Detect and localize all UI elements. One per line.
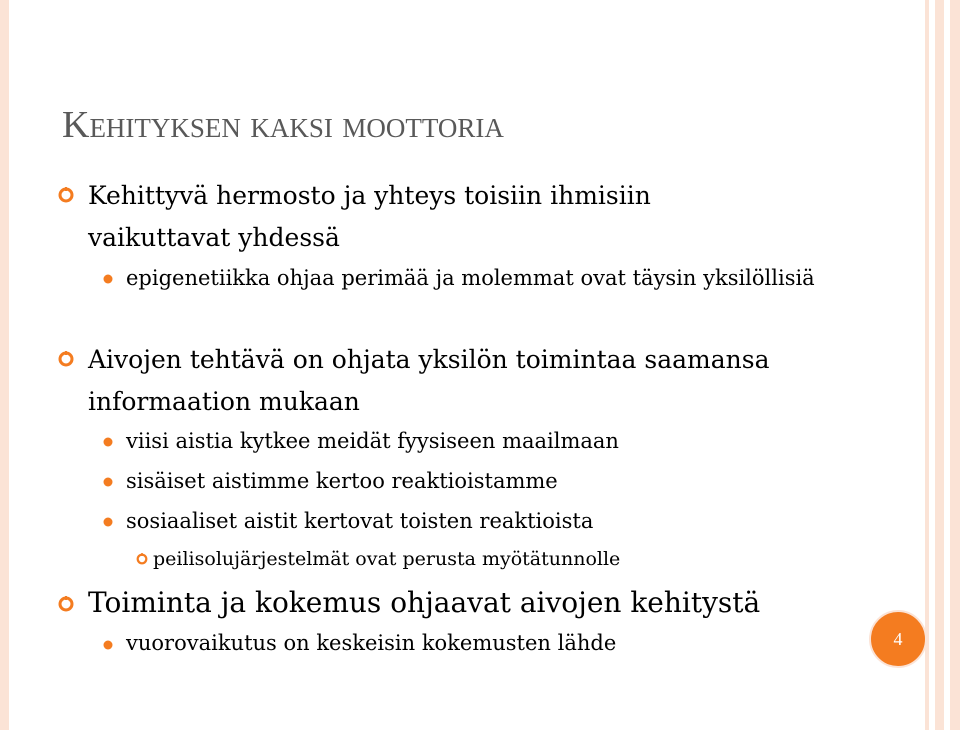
list-item (88, 582, 760, 624)
list-item-text: viisi aistia kytkee meidät fyysiseen maailmaan (126, 429, 619, 453)
list-item (126, 503, 593, 540)
slide-title: Kehityksen kaksi moottoria (62, 104, 504, 146)
orange-dot-icon (103, 274, 113, 284)
list-item (88, 339, 788, 423)
list-item-text: sosiaaliset aistit kertovat toisten reaktioista (126, 509, 594, 533)
orange-ring-icon (136, 553, 148, 565)
orange-dot-icon (103, 437, 113, 447)
list-item-text: Toiminta ja kokemus ohjaavat aivojen kehitystä (88, 586, 761, 619)
list-item (126, 260, 846, 297)
page-number-badge (869, 610, 927, 668)
orange-ring-icon (58, 596, 74, 612)
list-item (126, 463, 558, 500)
page-number: 4 (893, 628, 903, 649)
orange-ring-icon (58, 187, 74, 203)
orange-ring-icon (58, 351, 74, 367)
orange-dot-icon (103, 517, 113, 527)
list-item (88, 175, 788, 259)
list-item-text: sisäiset aistimme kertoo reaktioistamme (126, 469, 558, 493)
list-item-text: Kehittyvä hermosto ja yhteys toisiin ihmisiin vaikuttavat yhdessä (88, 181, 651, 252)
list-item (126, 625, 616, 662)
list-item (126, 423, 619, 460)
list-item-text: peilisolujärjestelmät ovat perusta myötätunnolle (153, 548, 621, 570)
list-item-text: vuorovaikutus on keskeisin kokemusten lähde (126, 631, 617, 655)
list-item (153, 544, 620, 574)
orange-dot-icon (103, 477, 113, 487)
list-item-text: epigenetiikka ohjaa perimää ja molemmat ovat täysin yksilöllisiä (126, 266, 815, 290)
orange-dot-icon (103, 640, 113, 650)
list-item-text: Aivojen tehtävä on ohjata yksilön toimintaa saamansa informaation mukaan (88, 345, 770, 416)
